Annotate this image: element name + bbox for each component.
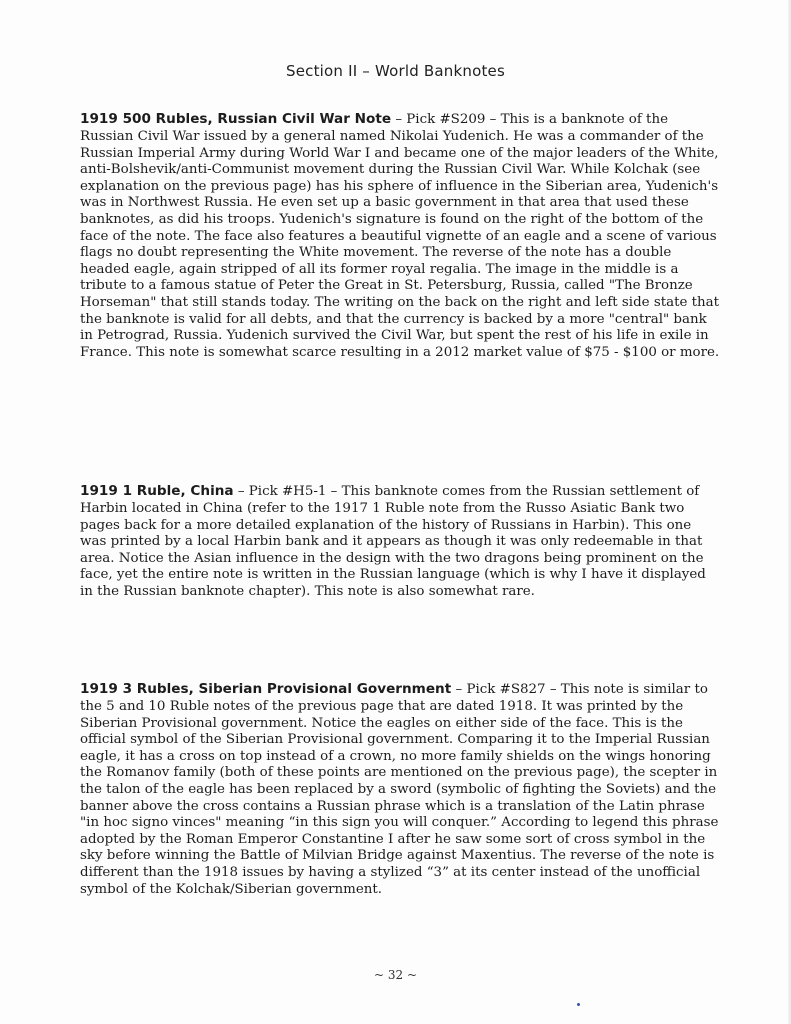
banknote-entry xyxy=(80,111,720,361)
banknote-entry xyxy=(80,483,720,600)
entry-heading: 1919 500 Rubles, Russian Civil War Note xyxy=(80,111,392,128)
entry-body: – Pick #S827 – This note is similar to the 5 and 10 Ruble notes of the previous page that are dated 1918. It was printed by the Siberian Provisional government. Notice the eagles on either side of the face. This is the official symbol of the Siberian Provisional government. Comparing it to the Imperial Russian eagle, it has a cross on top instead of a crown, no more family shields on the wings honoring the Romanov family (both of these points are mentioned on the previous page), the scepter in the talon of the eagle has been replaced by a sword (symbolic of fighting the Soviets) and the banner above the cross contains a Russian phrase which is a translation of the Latin phrase "in hoc signo vinces" meaning “in this sign you will conquer.” According to legend this phrase adopted by the Roman Emperor Constantine I after he saw some sort of cross symbol in the sky before winning the Battle of Milvian Bridge against Maxentius. The reverse of the note is different than the 1918 issues by having a stylized “3” at its center instead of the unofficial symbol of the Kolchak/Siberian government. xyxy=(80,682,719,897)
scan-speck xyxy=(577,1003,580,1006)
entry-body: – Pick #H5-1 – This banknote comes from the Russian settlement of Harbin located in China (refer to the 1917 1 Ruble note from the Russo Asiatic Bank two pages back for a more detailed explanation of the history of Russians in Harbin). This one was printed by a local Harbin bank and it appears as though it was only redeemable in that area. Notice the Asian influence in the design with the two dragons being prominent on the face, yet the entire note is written in the Russian language (which is why I have it displayed in the Russian banknote chapter). This note is also somewhat rare. xyxy=(80,484,706,599)
banknote-entry xyxy=(80,681,720,898)
entry-body: – Pick #S209 – This is a banknote of the Russian Civil War issued by a general named Nikolai Yudenich. He was a commander of the Russian Imperial Army during World War I and became one of the major leaders of the White, anti-Bolshevik/anti-Communist movement during the Russian Civil War. While Kolchak (see explanation on the previous page) has his sphere of influence in the Siberian area, Yudenich's was in Northwest Russia. He even set up a basic government in that area that used these banknotes, as did his troops. Yudenich's signature is found on the right of the bottom of the face of the note. The face also features a beautiful vignette of an eagle and a scene of various flags no doubt representing the White movement. The reverse of the note has a double headed eagle, again stripped of all its former royal regalia. The image in the middle is a tribute to a famous statue of Peter the Great in St. Petersburg, Russia, called "The Bronze Horseman" that still stands today. The writing on the back on the right and left side state that the banknote is valid for all debts, and that the currency is backed by a more "central" bank in Petrograd, Russia. Yudenich survived the Civil War, but spent the rest of his life in exile in France. This note is somewhat scarce resulting in a 2012 market value of $75 - $100 or more. xyxy=(80,112,720,360)
section-title: Section II – World Banknotes xyxy=(285,62,506,80)
entry-heading: 1919 3 Rubles, Siberian Provisional Government xyxy=(80,681,452,698)
page-number: ~ 32 ~ xyxy=(373,968,417,982)
entry-heading: 1919 1 Ruble, China xyxy=(80,483,234,500)
